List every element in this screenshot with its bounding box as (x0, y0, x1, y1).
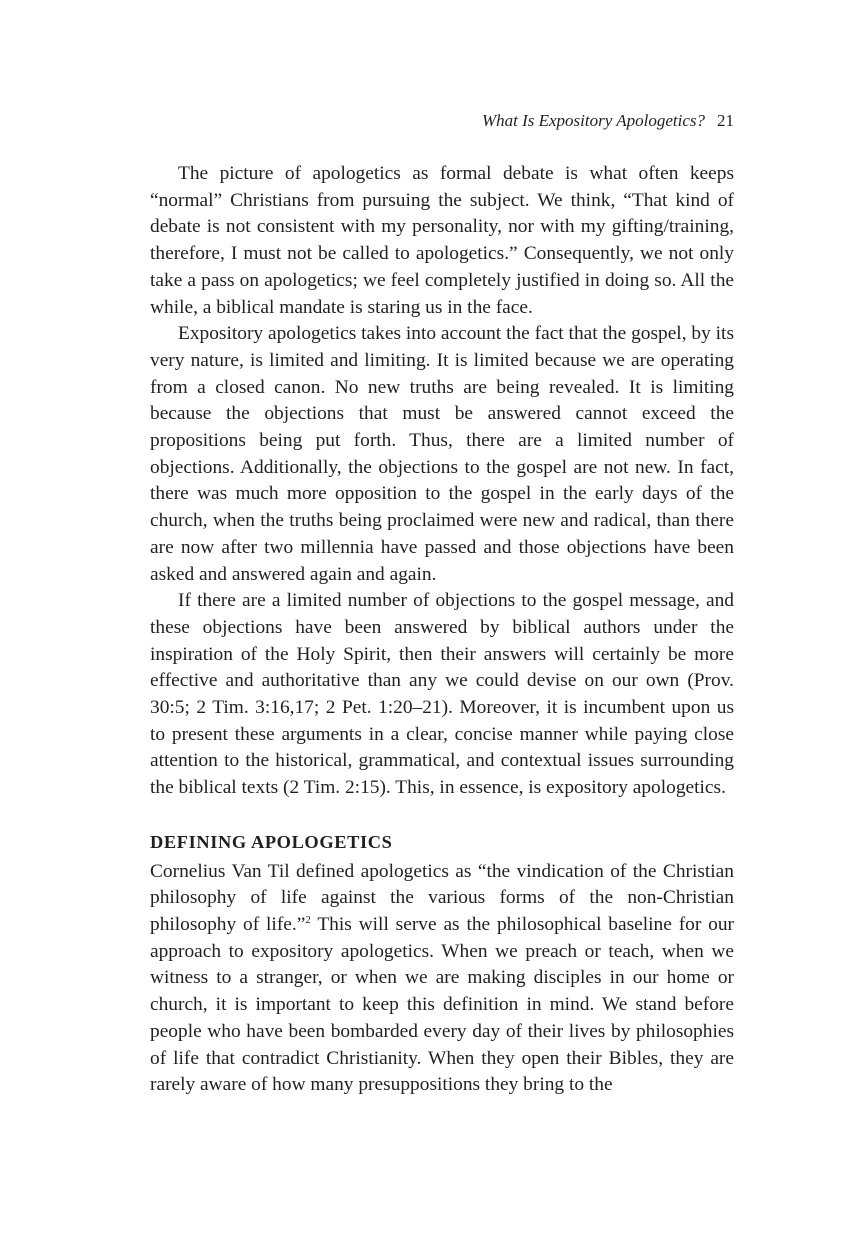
section-lead-paragraph (150, 859, 734, 1099)
body-paragraph-1: The picture of apologetics as formal debate is what often keeps “normal” Christians from pursuing the subject. We think, “That kind of debate is not consistent with my personality, nor with my gifting/​training, therefore, I must not be called to apologetics.” Consequently, we not only take a pass on apologetics; we feel completely justified in doing so. All the while, a biblical mandate is staring us in the face. (150, 163, 734, 318)
section-heading: DEFINING APOLOGETICS (150, 831, 393, 852)
book-page (150, 108, 734, 1099)
page-number: 21 (717, 111, 734, 130)
body-paragraph-2: Expository apologetics takes into account the fact that the gospel, by its very nature, is limited and limiting. It is limited because we are operating from a closed canon. No new truths are being revealed. It is limiting because the objections that must be answered cannot exceed the propositions being put forth. Thus, there are a limited number of objections. Additionally, the objections to the gospel are not new. In fact, there was much more opposition to the gospel in the early days of the church, when the truths being proclaimed were new and radical, than there are now after two millennia have passed and those objections have been asked and answered again and again. (150, 323, 734, 585)
running-head (150, 108, 734, 134)
footnote-marker[interactable]: 2 (305, 913, 311, 926)
body-paragraph-3: If there are a limited number of objections to the gospel message, and these objections have been answered by biblical authors under the inspiration of the Holy Spirit, then their answers will certainly be more effective and authoritative than any we could devise on our own (Prov. 30:5; 2 Tim. 3:16,17; 2 Pet. 1:20–21). Moreover, it is incumbent upon us to present these arguments in a clear, concise manner while paying close attention to the historical, grammatical, and contextual issues surrounding the biblical texts (2 Tim. 2:15). This, in essence, is expository apologetics. (150, 590, 734, 799)
running-head-title: What Is Expository Apologetics? (481, 111, 705, 130)
lead-text-before-note: Cornelius Van Til defined apologetics as “the vindication of the Christian philosophy of life against the various forms of the non-Christian philosophy of life.” (150, 860, 734, 935)
lead-text-after-note: This will serve as the philosophical baseline for our approach to expository apologetics. When we preach or teach, when we witness to a stranger, or when we are making disciples in our home or church, it is important to keep this definition in mind. We stand before people who have been bombarded every day of their lives by philosophies of life that contradict Christianity. When they open their Bibles, they are rarely aware of how many presuppositions they bring to the (150, 913, 734, 1096)
